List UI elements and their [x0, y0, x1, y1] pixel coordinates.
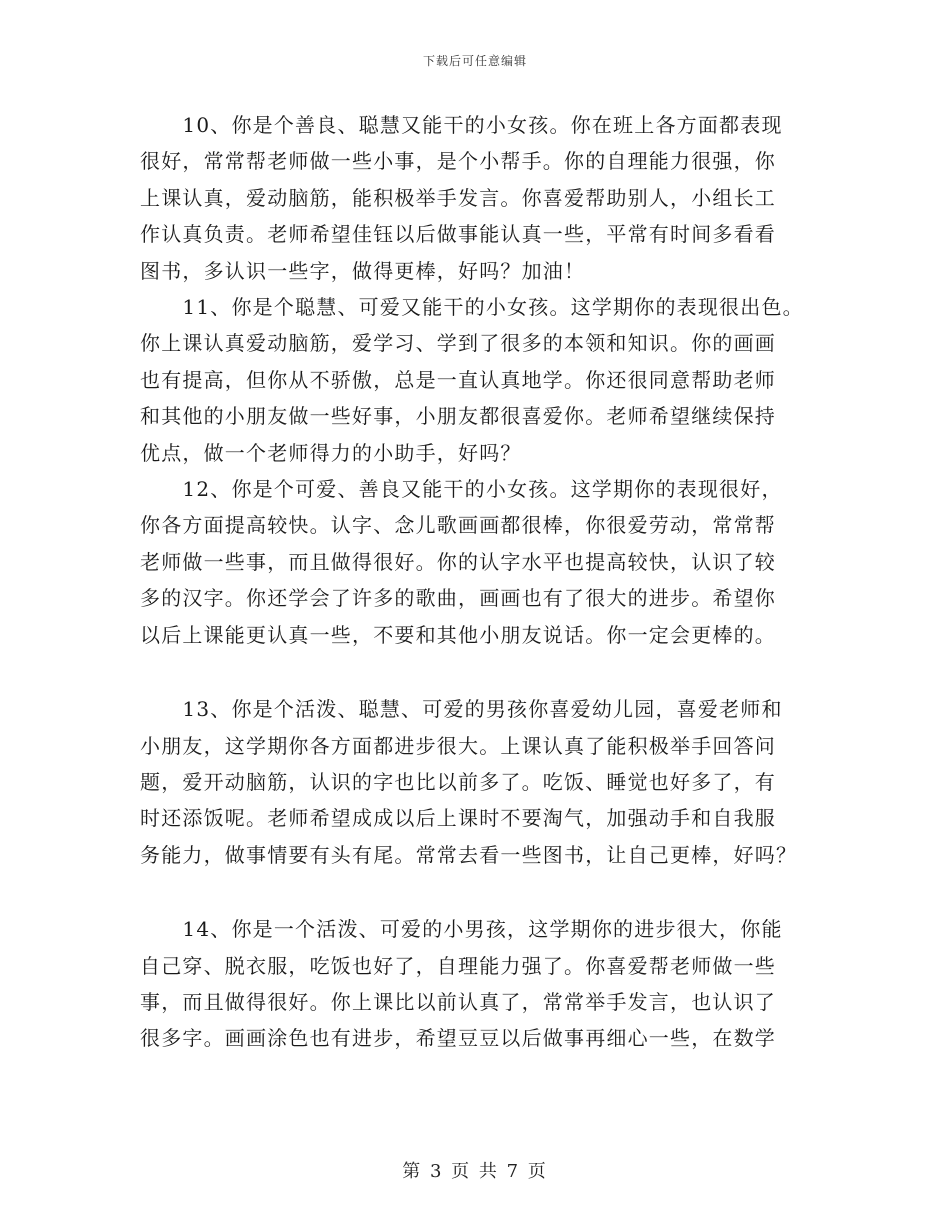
- text-line: 11、你是个聪慧、可爱又能干的小女孩。这学期你的表现很出色。: [140, 295, 804, 320]
- text-line: 老师做一些事，而且做得很好。你的认字水平也提高较快，认识了较: [140, 549, 776, 574]
- paragraph-spacer: [140, 873, 812, 911]
- text-line: 图书，多认识一些字，做得更棒，好吗？加油！: [140, 258, 586, 283]
- text-line: 时还添饭呢。老师希望成成以后上课时不要淘气，加强动手和自我服: [140, 806, 776, 831]
- text-line: 很多字。画画涂色也有进步，希望豆豆以后做事再细心一些，在数学: [140, 1026, 776, 1051]
- text-line: 你上课认真爱动脑筋，爱学习、学到了很多的本领和知识。你的画画: [140, 331, 776, 356]
- text-line: 题，爱开动脑筋，认识的字也比以前多了。吃饭、睡觉也好多了，有: [140, 769, 776, 794]
- text-line: 优点，做一个老师得力的小助手，好吗？: [140, 440, 522, 465]
- paragraph-14: [140, 911, 812, 1057]
- text-line: 作认真负责。老师希望佳钰以后做事能认真一些，平常有时间多看看: [140, 222, 776, 247]
- page-number: 第 3 页 共 7 页: [402, 1161, 548, 1182]
- text-line: 12、你是个可爱、善良又能干的小女孩。这学期你的表现很好，: [140, 477, 783, 502]
- paragraph-13: [140, 691, 812, 873]
- text-line: 10、你是个善良、聪慧又能干的小女孩。你在班上各方面都表现: [140, 113, 783, 137]
- text-line: 上课认真，爱动脑筋，能积极举手发言。你喜爱帮助别人，小组长工: [140, 185, 776, 210]
- text-line: 14、你是一个活泼、可爱的小男孩，这学期你的进步很大，你能: [140, 917, 783, 942]
- page-header: 下载后可任意编辑: [422, 54, 527, 68]
- paragraph-10: [140, 107, 812, 289]
- text-line: 务能力，做事情要有头有尾。常常去看一些图书，让自己更棒，好吗？: [140, 842, 798, 867]
- text-line: 小朋友，这学期你各方面都进步很大。上课认真了能积极举手回答问: [140, 733, 776, 758]
- text-line: 自己穿、脱衣服，吃饭也好了，自理能力强了。你喜爱帮老师做一些: [140, 953, 776, 978]
- text-line: 你各方面提高较快。认字、念儿歌画画都很棒，你很爱劳动，常常帮: [140, 513, 776, 538]
- paragraph-spacer: [140, 653, 812, 691]
- paragraph-12: [140, 471, 812, 653]
- text-line: 以后上课能更认真一些，不要和其他小朋友说话。你一定会更棒的。: [140, 622, 776, 647]
- text-line: 和其他的小朋友做一些好事，小朋友都很喜爱你。老师希望继续保持: [140, 404, 776, 429]
- text-line: 多的汉字。你还学会了许多的歌曲，画画也有了很大的进步。希望你: [140, 586, 776, 611]
- text-line: 事，而且做得很好。你上课比以前认真了，常常举手发言，也认识了: [140, 989, 776, 1014]
- text-line: 很好，常常帮老师做一些小事，是个小帮手。你的自理能力很强，你: [140, 149, 776, 174]
- document-body: [140, 107, 812, 1057]
- paragraph-11: [140, 289, 812, 471]
- text-line: 也有提高，但你从不骄傲，总是一直认真地学。你还很同意帮助老师: [140, 367, 776, 392]
- text-line: 13、你是个活泼、聪慧、可爱的男孩你喜爱幼儿园，喜爱老师和: [140, 697, 783, 722]
